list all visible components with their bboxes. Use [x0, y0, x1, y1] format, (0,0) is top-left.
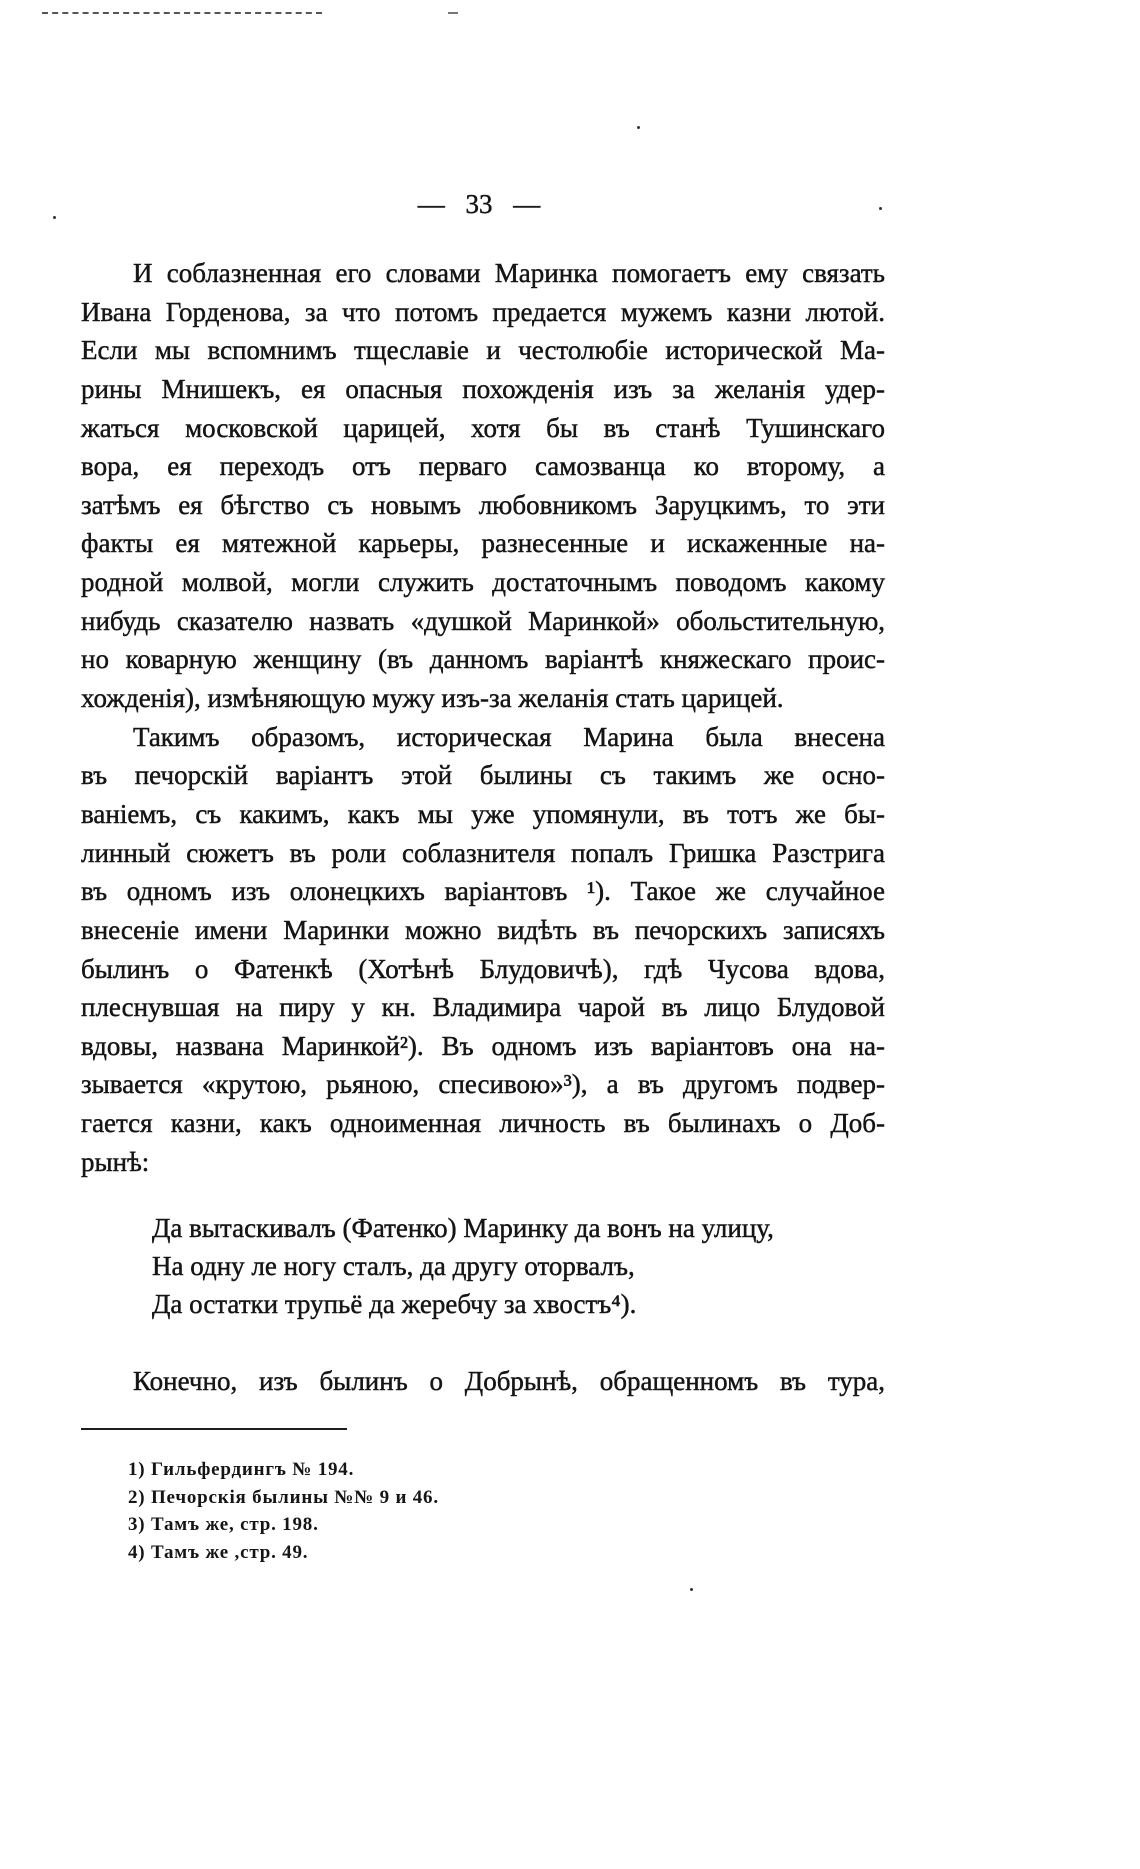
- text-line: плеснувшая на пиру у кн. Владимира чарой въ лицо Блудовой: [81, 992, 885, 1023]
- text-line: факты ея мятежной карьеры, разнесенные и искаженные на-: [81, 528, 885, 559]
- text-line: былинъ о Фатенкѣ (Хотѣнѣ Блудовичѣ), гдѣ Чусова вдова,: [81, 953, 885, 984]
- scan-speck: [637, 126, 640, 129]
- footnotes: [128, 1456, 728, 1567]
- paragraph-2: [81, 718, 885, 1182]
- footnote-divider: [81, 1428, 347, 1430]
- text-line: линный сюжетъ въ роли соблазнителя попалъ Гришка Разстрига: [81, 837, 885, 868]
- text-line: гается казни, какъ одноименная личность въ былинахъ о Доб-: [81, 1108, 885, 1139]
- text-line: И соблазненная его словами Маринка помогаетъ ему связать: [133, 258, 885, 288]
- scan-speck: [690, 1588, 693, 1591]
- text-line: рынѣ:: [81, 1146, 150, 1177]
- text-line: Ивана Горденова, за что потомъ предается мужемъ казни лютой.: [81, 296, 885, 327]
- main-text: [81, 254, 885, 1181]
- text-line: вора, ея переходъ отъ перваго самозванца ко второму, а: [81, 451, 885, 482]
- text-line: Если мы вспомнимъ тщеславіе и честолюбіе исторической Ма-: [81, 335, 885, 366]
- text-line: жаться московской царицей, хотя бы въ станѣ Тушинскаго: [81, 412, 885, 443]
- scan-speck: [53, 216, 56, 219]
- text-line: нибудь сказателю назвать «душкой Маринкой» обольстительную,: [81, 605, 885, 636]
- paragraph-1: [81, 254, 885, 718]
- text-line: рины Мнишекъ, ея опасныя похожденія изъ за желанія удер-: [81, 373, 885, 404]
- footnote: 3) Тамъ же, стр. 198.: [128, 1514, 319, 1536]
- page-number: — 33 —: [417, 189, 541, 219]
- text-line: вдовы, названа Маринкой²). Въ одномъ изъ варіантовъ она на-: [81, 1030, 885, 1061]
- verse-line: Да вытаскивалъ (Фатенко) Маринку да вонъ на улицу,: [152, 1213, 774, 1243]
- text-line: ваніемъ, съ какимъ, какъ мы уже упомянули, въ тотъ же бы-: [81, 798, 885, 829]
- text-line: зывается «крутою, рьяною, спесивою»³), а въ другомъ подвер-: [81, 1069, 885, 1100]
- scan-edge-mark: [448, 12, 458, 14]
- text-line: внесеніе имени Маринки можно видѣть въ печорскихъ записяхъ: [81, 914, 885, 945]
- footnote: 1) Гильфердингъ № 194.: [128, 1459, 355, 1480]
- verse-block: [152, 1209, 882, 1323]
- scan-edge-line: [42, 12, 322, 14]
- text-line: родной молвой, могли служить достаточнымъ поводомъ какому: [81, 567, 885, 598]
- scan-speck: [879, 207, 882, 210]
- text-line: хожденія), измѣняющую мужу изъ-за желанія стать царицей.: [81, 683, 784, 714]
- paragraph-3: [81, 1362, 885, 1401]
- verse-line: Да остатки трупьё да жеребчу за хвостъ⁴).: [152, 1289, 637, 1319]
- verse-line: На одну ле ногу сталъ, да другу оторвалъ,: [152, 1251, 635, 1281]
- text-line: въ одномъ изъ олонецкихъ варіантовъ ¹). Такое же случайное: [81, 876, 885, 907]
- text-line: Конечно, изъ былинъ о Добрынѣ, обращенномъ въ тура,: [133, 1366, 885, 1396]
- footnote: 2) Печорскія былины №№ 9 и 46.: [128, 1486, 439, 1508]
- text-line: Такимъ образомъ, историческая Марина была внесена: [133, 721, 885, 752]
- text-line: затѣмъ ея бѣгство съ новымъ любовникомъ Заруцкимъ, то эти: [81, 489, 885, 520]
- text-line: но коварную женщину (въ данномъ варіантѣ княжескаго проис-: [81, 644, 885, 675]
- text-line: въ печорскій варіантъ этой былины съ такимъ же осно-: [81, 760, 885, 791]
- footnote: 4) Тамъ же ,стр. 49.: [128, 1542, 309, 1564]
